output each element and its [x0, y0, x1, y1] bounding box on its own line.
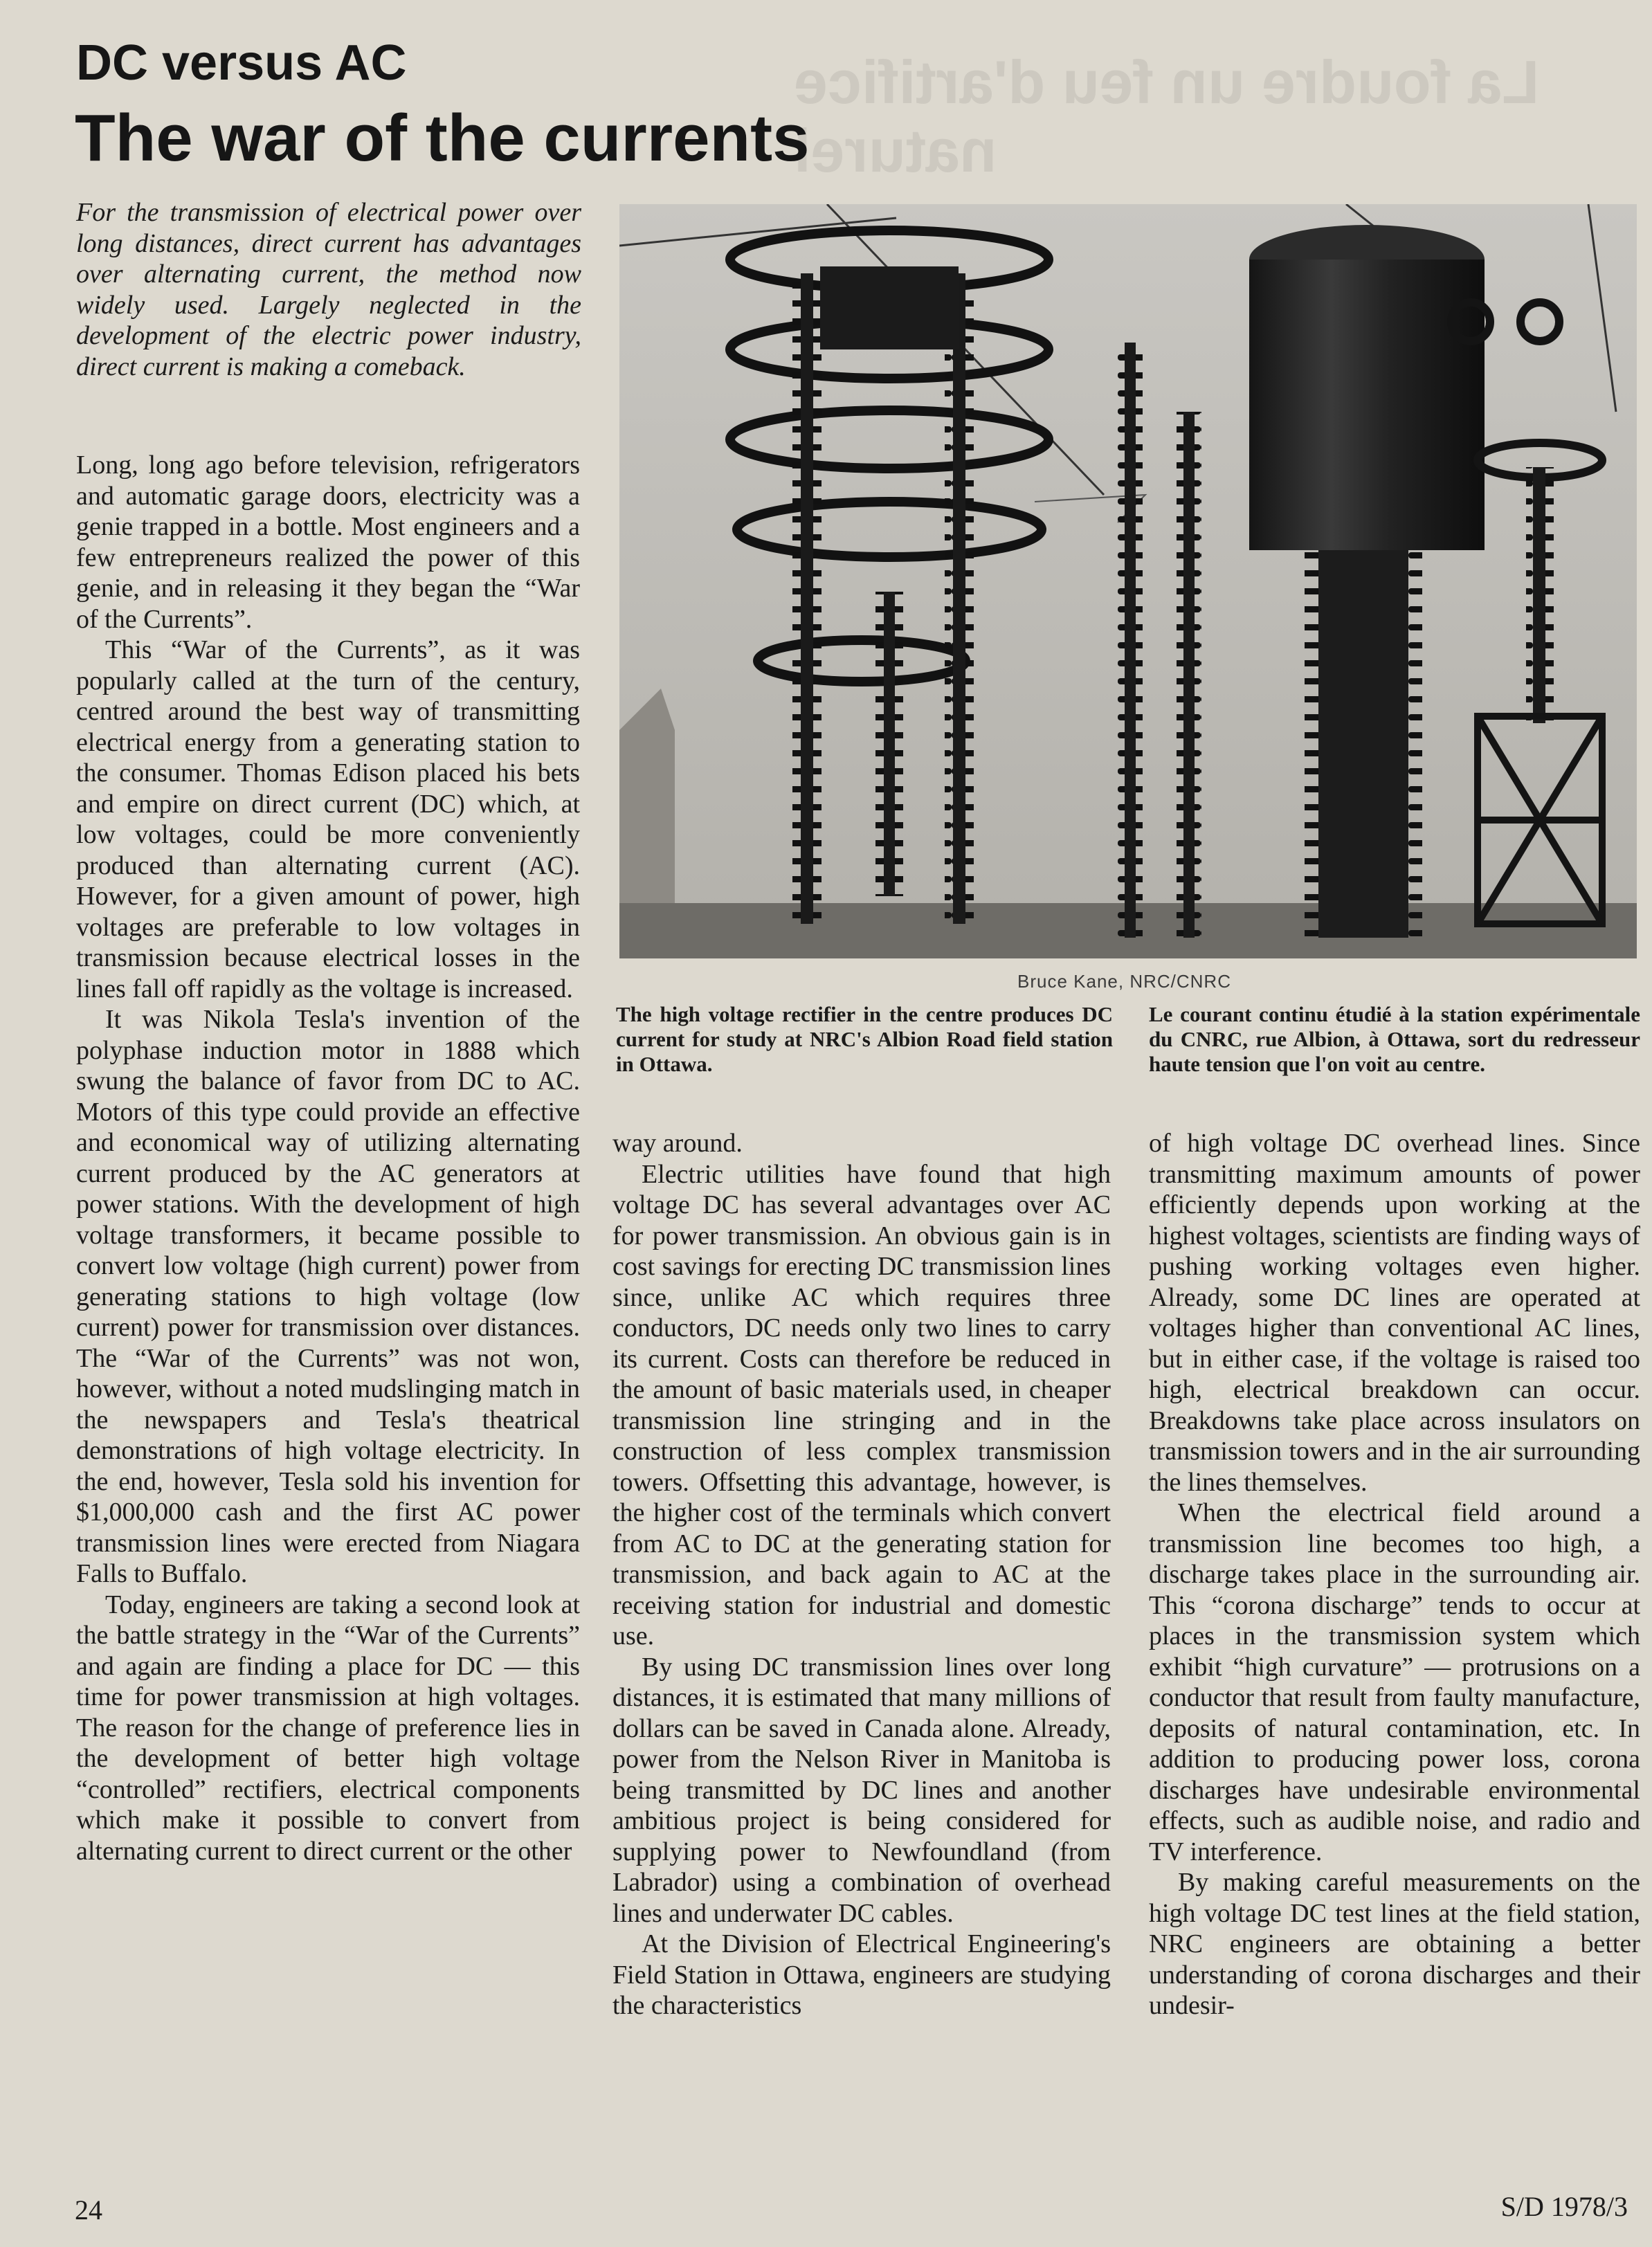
paragraph: When the electrical field around a transmission line becomes too high, a discharge takes place in the surrounding air. This “corona discharge” tends to occur at places in the transmission system which exhibit “high curvature” — protrusions on a conductor that result from faulty manufacture, deposits of natural contamination, etc. In addition to producing power loss, corona discharges have undesirable environmental effects, such as audible noise, and radio and TV interference.	[1149, 1498, 1640, 1866]
high-voltage-rectifier-photo	[619, 204, 1637, 958]
paragraph: By using DC transmission lines over long distances, it is estimated that many millions of dollars can be saved in Canada alone. Already, power from the Nelson River in Manitoba is being transmitted by DC lines and another ambitious project is being considered for supplying power to Newfoundland (from Labrador) using a combination of overhead lines and underwater DC cables.	[612, 1652, 1111, 1928]
paragraph: By making careful measurements on the high voltage DC test lines at the field station, NRC engineers are obtaining a better understanding of corona discharges and their undesir-	[1149, 1868, 1640, 2020]
column-1	[76, 450, 580, 1866]
paragraph: It was Nikola Tesla's invention of the polyphase induction motor in 1888 which swung the balance of favor from DC to AC. Motors of this type could provide an effective and economical way of utilizing alternating current produced by the AC generators at power stations. With the development of high voltage transformers, it became possible to convert low voltage (high current) power from generating stations to high voltage (low current) power for transmission over distances. The “War of the Currents” was not won, however, without a noted mudslinging match in the newspapers and Tesla's theatrical demonstrations of high voltage electricity. In the end, however, Tesla sold his invention for $1,000,000 cash and the first AC power transmission lines were erected from Niagara Falls to Buffalo.	[76, 1005, 580, 1588]
column-3	[1149, 1128, 1640, 2021]
paragraph: This “War of the Currents”, as it was popularly called at the turn of the century, centred around the best way of transmitting electrical energy from a generating station to the consumer. Thomas Edison placed his bets and empire on direct current (DC) which, at low voltages, could be more conveniently produced than alternating current (AC). However, for a given amount of power, high voltages are preferable to low voltages in transmission because electrical losses in the lines fall off rapidly as the voltage is increased.	[76, 635, 580, 1003]
page-number: 24	[75, 2194, 102, 2226]
article-headline: The war of the currents	[75, 101, 810, 175]
paragraph: Long, long ago before television, refrigerators and automatic garage doors, electricity was a genie trapped in a bottle. Most engineers and a few entrepreneurs realized the power of this genie, and in releasing it they began the “War of the Currents”.	[76, 451, 580, 634]
paragraph: Today, engineers are taking a second look at the battle strategy in the “War of the Currents” and again are finding a place for DC — this time for power transmission at high voltages. The reason for the change of preference lies in the development of better high voltage “controlled” rectifiers, electrical components which make it possible to convert from alternating current to direct current or the other	[76, 1590, 580, 1866]
photo-credit: Bruce Kane, NRC/CNRC	[1017, 971, 1231, 992]
photo-caption-english: The high voltage rectifier in the centre produces DC current for study at NRC's Albion Road field station in Ottawa.	[616, 1002, 1113, 1076]
article-kicker: DC versus AC	[76, 35, 407, 91]
issue-label: S/D 1978/3	[1500, 2191, 1628, 2222]
paragraph: At the Division of Electrical Engineering's Field Station in Ottawa, engineers are studying the characteristics	[612, 1929, 1111, 2020]
paragraph: of high voltage DC overhead lines. Since transmitting maximum amounts of power efficiently depends upon working at the highest voltages, scientists are finding ways of pushing working voltages even higher. Already, some DC lines are operated at voltages higher than conventional AC lines, but in either case, if the voltage is raised too high, electrical breakdown can occur. Breakdowns take place across insulators on transmission towers and in the air surrounding the lines themselves.	[1149, 1129, 1640, 1497]
bleed-through-text: La foudre un feu d'artifice naturel	[794, 48, 1540, 185]
paragraph: way around.	[612, 1129, 743, 1158]
paragraph: Electric utilities have found that high voltage DC has several advantages over AC for power transmission. An obvious gain is in cost savings for erecting DC transmission lines since, unlike AC which requires three conductors, DC needs only two lines to carry its current. Costs can therefore be reduced in the amount of basic materials used, in cheaper transmission line stringing and in the construction of less complex transmission towers. Offsetting this advantage, however, is the higher cost of the terminals which convert from AC to DC at the generating station for transmission, and back again to AC at the receiving station for industrial and domestic use.	[612, 1159, 1111, 1650]
column-2	[612, 1128, 1111, 2021]
photo-caption-french: Le courant continu étudié à la station expérimentale du CNRC, rue Albion, à Ottawa, sort du redresseur haute tension que l'on voit au centre.	[1149, 1002, 1640, 1076]
article-dek: For the transmission of electrical power over long distances, direct current has advantages over alternating current, the method now widely used. Largely neglected in the development of the electric power industry, direct current is making a comeback.	[76, 198, 581, 381]
